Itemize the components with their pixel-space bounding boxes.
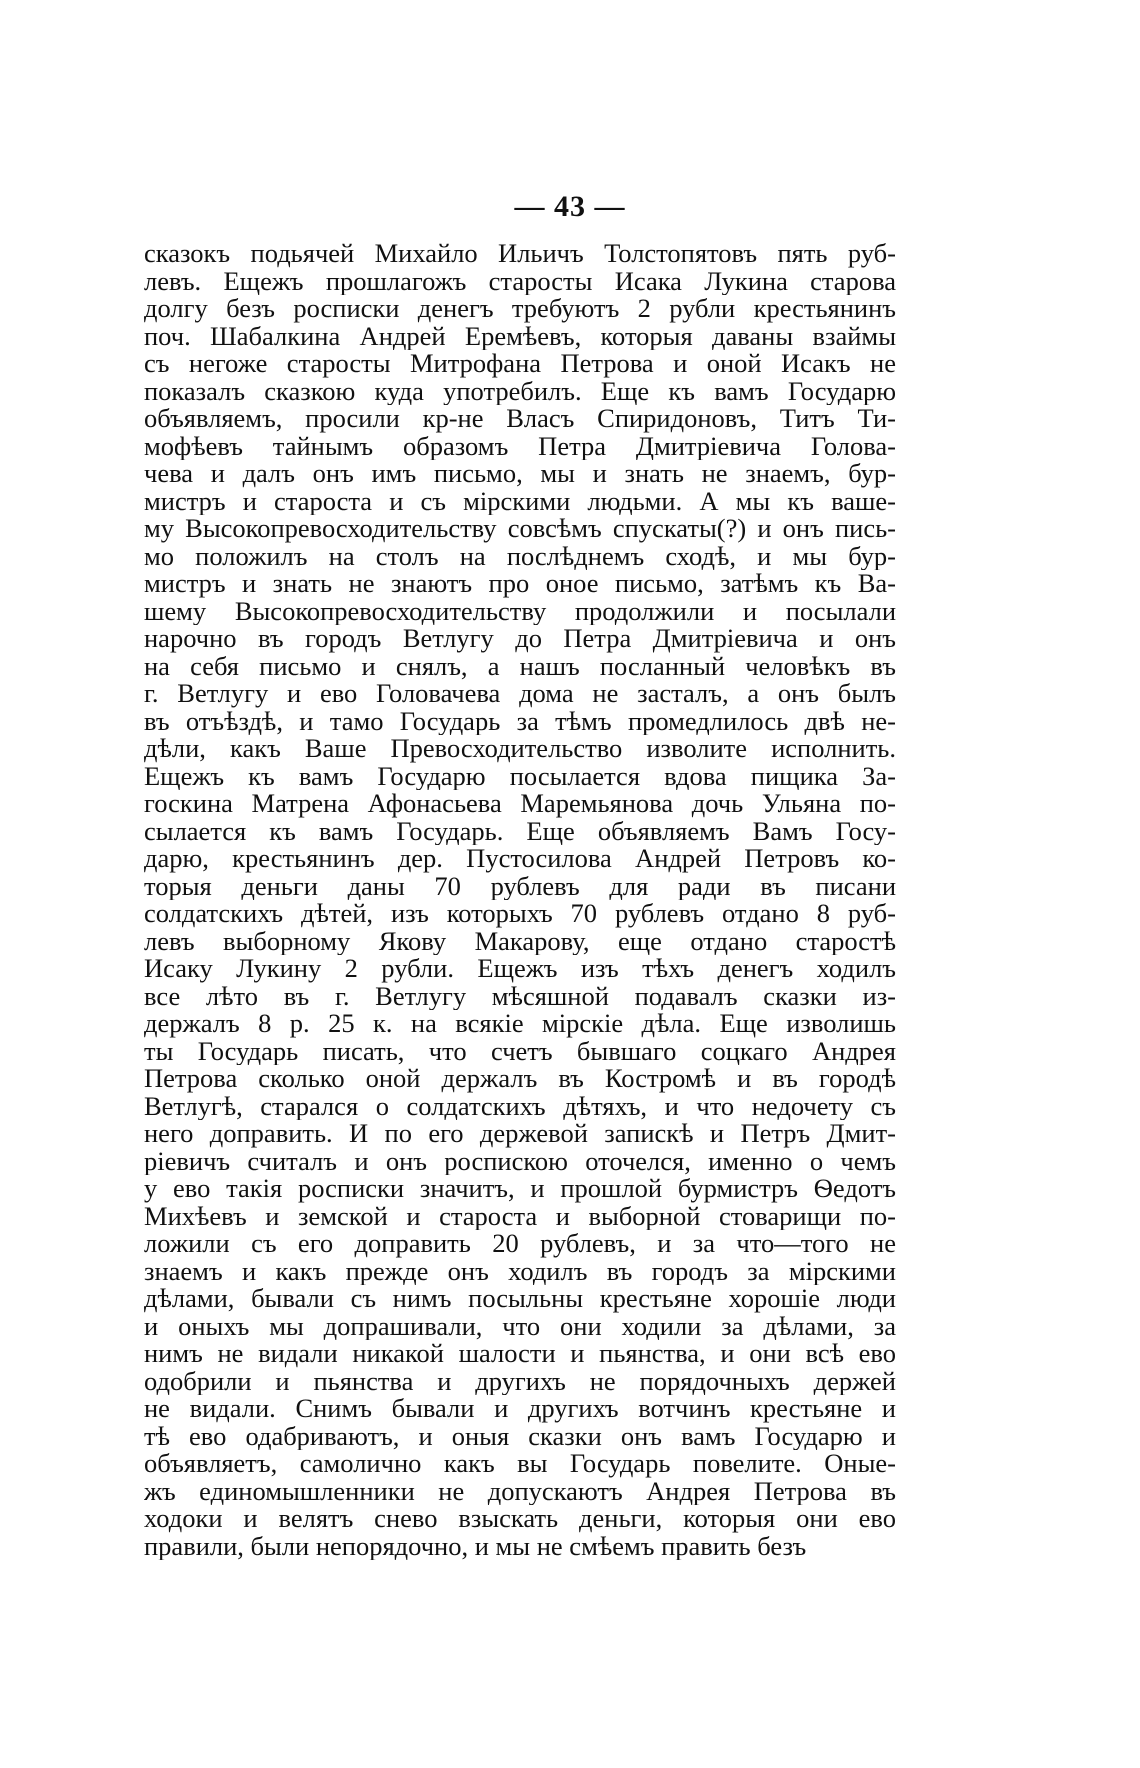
text-line: шему Высокопревосходительству продолжили и посылали [144, 597, 896, 625]
text-line: въ отъѣздѣ, и тамо Государь за тѣмъ промедлилось двѣ не- [144, 707, 896, 735]
text-line: му Высокопревосходительству совсѣмъ спускаты(?) и онъ пись- [144, 515, 896, 543]
text-line: ріевичъ считалъ и онъ роспискою оточелся, именно о чемъ [144, 1147, 896, 1175]
text-line: левъ. Ещежъ прошлагожъ старосты Исака Лукина старова [144, 267, 896, 295]
text-line: дарю, крестьянинъ дер. Пустосилова Андрей Петровъ ко- [144, 845, 896, 873]
text-line: на себя письмо и снялъ, а нашъ посланный человѣкъ въ [144, 652, 896, 680]
text-line: и оныхъ мы допрашивали, что они ходили за дѣлами, за [144, 1312, 896, 1340]
text-line: не видали. Снимъ бывали и другихъ вотчинъ крестьяне и [144, 1395, 896, 1423]
text-line: Петрова сколько оной держалъ въ Костромѣ и въ городѣ [144, 1065, 896, 1093]
page-number: — 43 — [514, 190, 626, 223]
text-line: солдатскихъ дѣтей, изъ которыхъ 70 рублевъ отдано 8 руб- [144, 900, 896, 928]
text-line: знаемъ и какъ прежде онъ ходилъ въ городъ за мірскими [144, 1257, 896, 1285]
text-line: жъ единомышленники не допускаютъ Андрея Петрова въ [144, 1477, 896, 1505]
text-line: Михѣевъ и земской и староста и выборной стоварищи по- [144, 1202, 896, 1230]
text-line: объявляетъ, самолично какъ вы Государь повелите. Оные- [144, 1450, 896, 1478]
text-line: все лѣто въ г. Ветлугу мѣсяшной подавалъ сказки из- [144, 982, 896, 1010]
text-line: мо положилъ на столъ на послѣднемъ сходѣ, и мы бур- [144, 542, 896, 570]
text-line: держалъ 8 р. 25 к. на всякіе мірскіе дѣла. Еще изволишь [144, 1010, 896, 1038]
text-line: дѣлами, бывали съ нимъ посыльны крестьяне хорошіе люди [144, 1285, 896, 1313]
text-line: поч. Шабалкина Андрей Еремѣевъ, которыя даваны взаймы [144, 322, 896, 350]
text-line: ходоки и велятъ снево взыскать деньги, которыя они ево [144, 1505, 896, 1533]
text-line: г. Ветлугу и ево Головачева дома не засталъ, а онъ былъ [144, 680, 896, 708]
body-text [144, 240, 896, 1560]
text-line: сылается къ вамъ Государь. Еще объявляемъ Вамъ Госу- [144, 817, 896, 845]
text-line: ложили съ его доправить 20 рублевъ, и за что—того не [144, 1230, 896, 1258]
text-line: тѣ ево одабриваютъ, и оныя сказки онъ вамъ Государю и [144, 1422, 896, 1450]
text-line: чева и далъ онъ имъ письмо, мы и знать не знаемъ, бур- [144, 460, 896, 488]
text-line: показалъ сказкою куда употребилъ. Еще къ вамъ Государю [144, 377, 896, 405]
text-line: объявляемъ, просили кр-не Власъ Спиридоновъ, Титъ Ти- [144, 405, 896, 433]
text-line: Ещежъ къ вамъ Государю посылается вдова пищика За- [144, 762, 896, 790]
text-line: сказокъ подьячей Михайло Ильичъ Толстопятовъ пять руб- [144, 240, 896, 268]
text-line: одобрили и пьянства и другихъ не порядочныхъ держей [144, 1367, 896, 1395]
text-line: левъ выборному Якову Макарову, еще отдано старостѣ [144, 927, 896, 955]
text-line: дѣли, какъ Ваше Превосходительство изволите исполнить. [144, 735, 896, 763]
text-line: долгу безъ росписки денегъ требуютъ 2 рубли крестьянинъ [144, 295, 896, 323]
text-line: мофѣевъ тайнымъ образомъ Петра Дмитріевича Голова- [144, 432, 896, 460]
text-line: госкина Матрена Афонасьева Маремьянова дочь Ульяна по- [144, 790, 896, 818]
text-line: Исаку Лукину 2 рубли. Ещежъ изъ тѣхъ денегъ ходилъ [144, 955, 896, 983]
text-line: Ветлугѣ, старался о солдатскихъ дѣтяхъ, и что недочету съ [144, 1092, 896, 1120]
text-line: мистръ и знать не знаютъ про оное письмо, затѣмъ къ Ва- [144, 570, 896, 598]
text-line: нимъ не видали никакой шалости и пьянства, и они всѣ ево [144, 1340, 896, 1368]
text-line: нарочно въ городъ Ветлугу до Петра Дмитріевича и онъ [144, 625, 896, 653]
text-line: правили, были непорядочно, и мы не смѣемъ править безъ [144, 1532, 807, 1560]
text-line: у ево такія росписки значитъ, и прошлой бурмистръ Ѳедотъ [144, 1175, 896, 1203]
text-line: съ негоже старосты Митрофана Петрова и оной Исакъ не [144, 350, 896, 378]
text-line: ты Государь писать, что счетъ бывшаго соцкаго Андрея [144, 1037, 896, 1065]
text-line: торыя деньги даны 70 рублевъ для ради въ писани [144, 872, 896, 900]
text-line: него доправить. И по его держевой запискѣ и Петръ Дмит- [144, 1120, 896, 1148]
text-line: мистръ и староста и съ мірскими людьми. А мы къ ваше- [144, 487, 896, 515]
